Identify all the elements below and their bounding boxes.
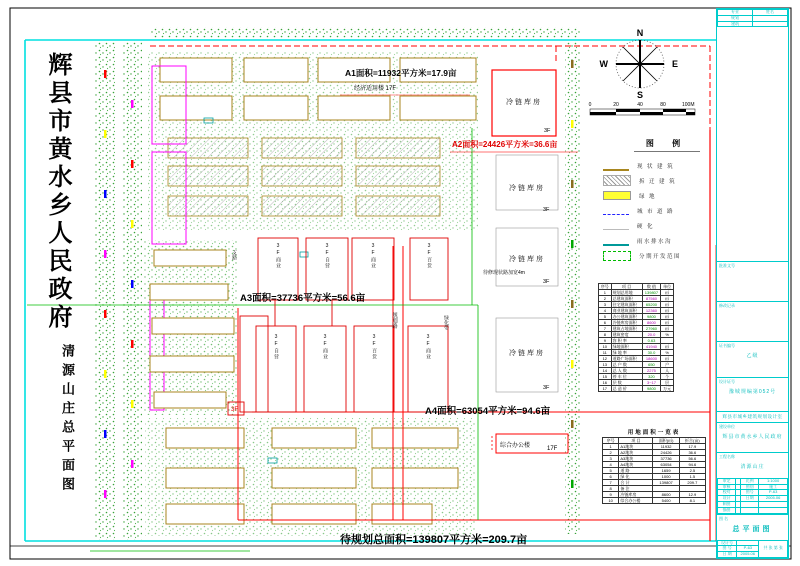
table-row: 12 道路广场面积 18600 ㎡	[599, 356, 674, 362]
cold-store-label-1: 冷链库房	[506, 99, 542, 106]
road-label-planned: 规划路	[391, 312, 397, 329]
scale-tick-0: 0	[588, 102, 592, 108]
scale-tick-80: 80	[660, 102, 666, 108]
sheet-name-box: 图 名 总平面图	[717, 514, 788, 540]
cold-store-label-3: 冷链库房	[509, 256, 545, 263]
green-space-swatch	[603, 191, 631, 200]
legend-rule	[634, 151, 700, 152]
table-row: 4 A4地块 63054 94.6	[603, 462, 706, 468]
shop-label: 3F百货	[426, 243, 432, 269]
drainage-swatch	[603, 244, 629, 246]
compass-s: S	[636, 90, 644, 100]
table-row: 7 合 计 139807 209.7	[603, 480, 706, 486]
legend-item: 城 市 道 路	[603, 203, 731, 218]
table-row: 1 A1地块 11932 17.9	[603, 444, 706, 450]
total-area-label: 待规划总面积=139807平方米=209.7亩	[340, 534, 528, 546]
cold-store-floor-1: 3F	[544, 128, 551, 134]
road-label-branch: 支路	[231, 250, 237, 260]
land-table-block	[602, 428, 706, 504]
road-label-greenbelt: 绿化带	[443, 315, 449, 330]
signature-table: 审定 比例 1:1000 审核 图别 施工 校对 图号 P-63 设计 日期 2005.06 制图 描图	[717, 478, 788, 514]
land-table	[602, 437, 706, 504]
design-firm-name: 辉县市城乡建筑规划设计室	[717, 411, 788, 422]
drawing-title: 辉县市黄水乡人民政府	[44, 52, 70, 332]
table-row: 6 绿 化 1000 1.5	[603, 474, 706, 480]
table-row: 3 A3地块 37736 56.6	[603, 456, 706, 462]
table-row: 1 规划总用地 139807 ㎡	[599, 290, 674, 296]
table-row: 5 道 路 1659 2.5	[603, 468, 706, 474]
title-block-spacer	[717, 27, 788, 260]
table-row: 7 建筑占地面积 27960 ㎡	[599, 326, 674, 332]
cold-store-label-2: 冷链库房	[509, 185, 545, 192]
project-box: 工程名称 清源山庄	[717, 452, 788, 478]
hatched-buildings	[168, 138, 440, 216]
approval-box: 批准文号	[717, 261, 788, 301]
legend-item: 硬 化	[603, 218, 731, 233]
table-row: 3 住宅建筑面积 65200 ㎡	[599, 302, 674, 308]
legend-item: 雨水排水沟	[603, 233, 731, 248]
scale-bar	[589, 102, 695, 115]
road-note: 待修现状路加宽4m	[483, 270, 525, 276]
table-row: 10 绿地面积 41940 ㎡	[599, 344, 674, 350]
title-block-footer: 设计号 共 张 第 张 图 号 P-63 日 期 2005.06	[717, 540, 788, 558]
table-row: 17 总 造 价 9800 万元	[599, 386, 674, 392]
table-row: 11 绿 地 率 30.0 %	[599, 350, 674, 356]
cold-store-floor-3: 3F	[543, 279, 550, 285]
north-compass	[600, 28, 679, 100]
legend-item: 分期开发范围	[603, 248, 731, 263]
planned-shop-buildings	[228, 238, 448, 415]
city-road-swatch	[603, 214, 629, 215]
cold-store-label-4: 冷链库房	[509, 350, 545, 357]
land-table-title: 用地面积一览表	[627, 430, 681, 436]
table-row: 15 停 车 位 320 个	[599, 374, 674, 380]
legend-item: 现 状 建 筑	[603, 158, 731, 173]
existing-building-swatch	[603, 169, 629, 171]
paving-swatch	[603, 229, 629, 230]
office-floor: 17F	[547, 446, 558, 452]
legend-item: 拆 迁 建 筑	[603, 173, 731, 188]
table-row: 16 层 数 3~17 层	[599, 380, 674, 386]
shop-label: 3F百货	[371, 334, 377, 360]
title-block	[716, 8, 789, 559]
a1-area-label: A1面积=11932平方米=17.9亩	[345, 68, 457, 78]
certificate-box: 证书编号 乙级	[717, 341, 788, 377]
table-footer-row: 10 综合办公楼 5400 8.1	[603, 498, 706, 504]
legend-title: 图 例	[645, 139, 689, 148]
a3-area-label: A3面积=37736平方米=56.6亩	[240, 293, 366, 304]
compass-n: N	[636, 28, 644, 38]
shop-label: 3F商业	[275, 243, 281, 269]
revision-box: 修改记录	[717, 301, 788, 341]
table-row: 5 办公建筑面积 9800 ㎡	[599, 314, 674, 320]
left-block-floor: 3F	[231, 407, 239, 413]
table-row: 2 A2地块 24426 36.6	[603, 450, 706, 456]
table-row: 4 商业建筑面积 12360 ㎡	[599, 308, 674, 314]
shop-label: 3F商业	[322, 334, 328, 360]
legend	[603, 138, 731, 263]
scale-tick-20: 20	[613, 102, 619, 108]
table-row: 6 冷链库房面积 8600 ㎡	[599, 320, 674, 326]
drawing-subtitle: 清源山庄总平面图	[60, 344, 75, 496]
a1-note-label: 经济适用楼 17F	[354, 86, 397, 92]
legend-item: 绿 地	[603, 188, 731, 203]
table-row: 8 备 注	[603, 486, 706, 492]
compass-e: E	[672, 59, 679, 69]
table-row: 13 总 户 数 650 户	[599, 362, 674, 368]
table-header-row: 序号 项 目 数 值 单位	[599, 284, 674, 290]
phase-boundary-swatch	[603, 251, 631, 261]
shop-label: 3F商业	[425, 334, 431, 360]
table-row: 2 总建筑面积 87560 ㎡	[599, 296, 674, 302]
cold-store-floor-4: 3F	[543, 385, 550, 391]
shop-label: 3F商业	[370, 243, 376, 269]
a4-area-label: A4面积=63054平方米=94.6亩	[425, 406, 551, 417]
cold-store-floor-2: 3F	[543, 207, 550, 213]
owner-box: 建设单位 辉县市黄水乡人民政府	[717, 422, 788, 452]
cold-store-buildings	[492, 70, 558, 392]
demolition-hatch-swatch	[603, 175, 631, 186]
title-block-header: 专业 姓名 规划 建筑	[717, 9, 788, 27]
scale-tick-100: 100M	[682, 102, 695, 108]
license-box: 设计证号 豫城规编第052号	[717, 377, 788, 411]
indicator-table	[598, 283, 674, 392]
table-footer-row: 9 冷链库房 8600 12.9	[603, 492, 706, 498]
table-row: 8 建筑密度 20.0 %	[599, 332, 674, 338]
existing-buildings-south	[166, 428, 458, 524]
table-row: 14 总 人 数 2275 人	[599, 368, 674, 374]
table-row: 9 容 积 率 0.63	[599, 338, 674, 344]
compass-w: W	[599, 59, 608, 69]
scale-tick-40: 40	[637, 102, 643, 108]
shop-label: 3F自营	[273, 334, 279, 360]
a2-area-label: A2面积=24426平方米=36.6亩	[452, 140, 558, 149]
shop-label: 3F自营	[324, 243, 330, 269]
office-label: 综合办公楼	[500, 443, 531, 449]
table-header-row: 序号 项 目 面积(㎡) 折合(亩)	[603, 438, 706, 444]
